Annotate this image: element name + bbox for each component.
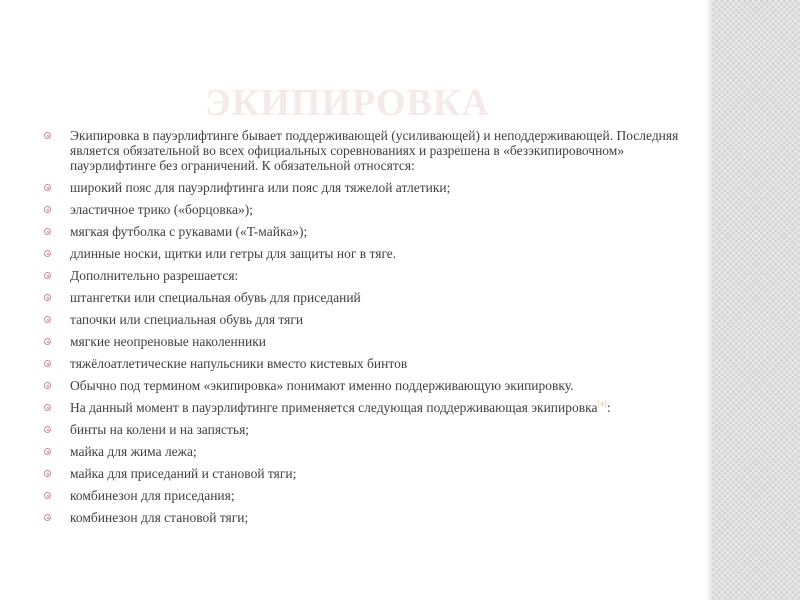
list-item [40, 180, 680, 195]
ring-bullet-icon [44, 360, 51, 367]
list-item-text: эластичное трико («борцовка»); [70, 202, 254, 217]
list-item [40, 510, 680, 525]
list-item [40, 378, 680, 393]
list-item-text: Обычно под термином «экипировка» понимают именно поддерживающую экипировку. [70, 378, 574, 393]
list-item [40, 444, 680, 459]
ring-bullet-icon [44, 492, 51, 499]
list-item-text: комбинезон для приседания; [70, 488, 235, 503]
list-item [40, 268, 680, 283]
list-item-text: мягкие неопреновые наколенники [70, 334, 267, 349]
list-item [40, 202, 680, 217]
ring-bullet-icon [44, 228, 51, 235]
ring-bullet-icon [44, 250, 51, 257]
list-item-text: штангетки или специальная обувь для приседаний [70, 290, 361, 305]
list-item-text: На данный момент в пауэрлифтинге применяется следующая поддерживающая экипировка [70, 400, 598, 415]
decorative-side-band [712, 0, 800, 600]
list-item-text: бинты на колени и на запястья; [70, 422, 250, 437]
list-item [40, 128, 680, 173]
list-item-suffix: : [606, 400, 611, 415]
list-item [40, 334, 680, 349]
ring-bullet-icon [44, 514, 51, 521]
list-item-text: Дополнительно разрешается: [70, 268, 239, 283]
list-item-text: тапочки или специальная обувь для тяги [70, 312, 304, 327]
list-item [40, 312, 680, 327]
ring-bullet-icon [44, 448, 51, 455]
ring-bullet-icon [44, 132, 51, 139]
ring-bullet-icon [44, 382, 51, 389]
list-item-text: майка для приседаний и становой тяги; [70, 466, 297, 481]
list-item-text: майка для жима лежа; [70, 444, 197, 459]
ring-bullet-icon [44, 470, 51, 477]
list-item-text: Экипировка в пауэрлифтинге бывает поддерживающей (усиливающей) и неподдерживающей. Последняя является обязательной во всех официальных соревнованиях и разрешена в «безэкипировочном» пауэрлифтинге без ограничений. К обязательной относятся: [70, 128, 679, 173]
footnote-reference-link[interactable]: [4] [597, 399, 607, 409]
list-item [40, 400, 680, 415]
ring-bullet-icon [44, 426, 51, 433]
ring-bullet-icon [44, 184, 51, 191]
list-item [40, 488, 680, 503]
list-item [40, 356, 680, 371]
bullet-list [40, 128, 680, 532]
list-item [40, 290, 680, 305]
list-item [40, 466, 680, 481]
list-item-text: комбинезон для становой тяги; [70, 510, 249, 525]
ring-bullet-icon [44, 404, 51, 411]
list-item [40, 246, 680, 261]
ring-bullet-icon [44, 272, 51, 279]
slide-title: ЭКИПИРОВКА [205, 82, 490, 124]
list-item [40, 422, 680, 437]
ring-bullet-icon [44, 294, 51, 301]
list-item-text: мягкая футболка с рукавами («T-майка»); [70, 224, 308, 239]
list-item-text: длинные носки, щитки или гетры для защиты ног в тяге. [70, 246, 397, 261]
list-item-text: широкий пояс для пауэрлифтинга или пояс для тяжелой атлетики; [70, 180, 451, 195]
ring-bullet-icon [44, 206, 51, 213]
ring-bullet-icon [44, 338, 51, 345]
list-item [40, 224, 680, 239]
list-item-text: тяжёлоатлетические напульсники вместо кистевых бинтов [70, 356, 408, 371]
ring-bullet-icon [44, 316, 51, 323]
